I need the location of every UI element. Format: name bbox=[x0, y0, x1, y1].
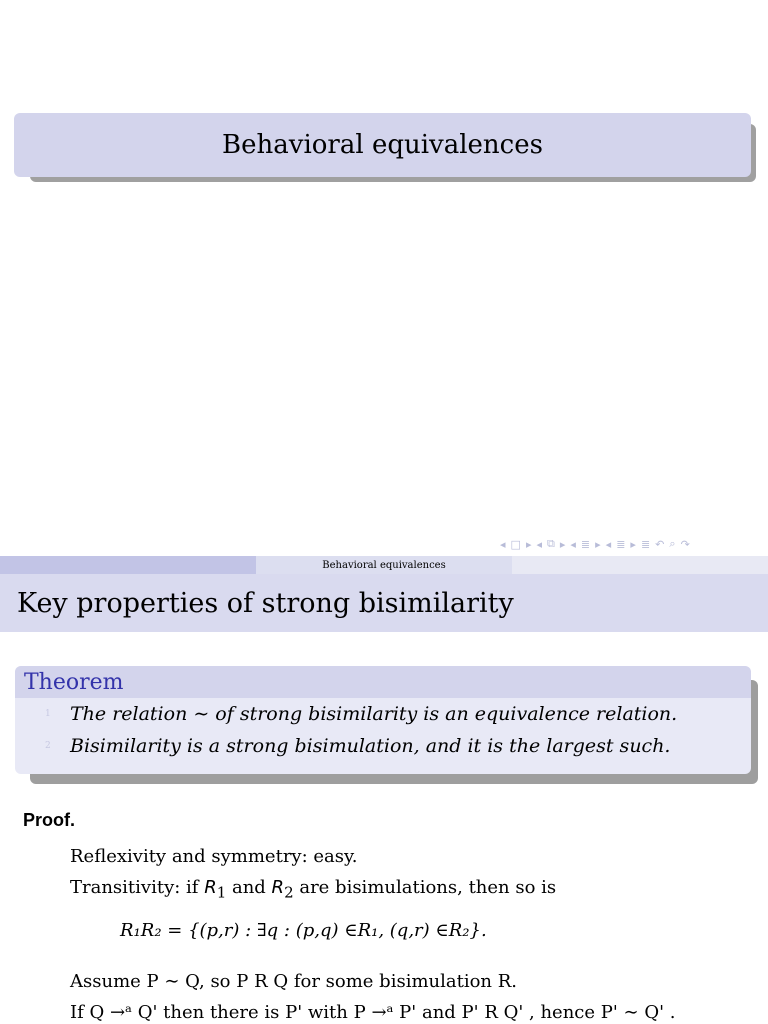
theorem-item bbox=[15, 698, 751, 730]
theorem-block bbox=[15, 666, 751, 774]
slide-2 bbox=[0, 556, 768, 1024]
nav-right-arrow-icon[interactable]: ▸ bbox=[630, 537, 636, 551]
proof-label: Proof. bbox=[23, 810, 75, 830]
nav-left-arrow-icon[interactable]: ◂ bbox=[536, 537, 542, 551]
proof-line-2-b: and bbox=[226, 877, 272, 898]
undo-icon[interactable]: ↶ bbox=[655, 537, 665, 551]
nav-section-icon[interactable]: ≣ bbox=[616, 537, 626, 551]
nav-align-icon[interactable]: ≣ bbox=[640, 537, 651, 551]
theorem-item-number: 2 bbox=[45, 741, 51, 751]
proof-line-4: If Q →ᵃ Q' then there is P' with P →ᵃ P' and P' R Q' , hence P' ∼ Q' . bbox=[70, 1002, 676, 1023]
nav-left-arrow-icon[interactable]: ◂ bbox=[500, 537, 506, 551]
relation-r2: R bbox=[271, 877, 285, 898]
frame-title bbox=[0, 574, 768, 632]
theorem-item-text: The relation ∼ of strong bisimilarity is an equivalence relation. bbox=[70, 703, 678, 725]
headline-left bbox=[0, 556, 256, 574]
nav-left-arrow-icon[interactable]: ◂ bbox=[570, 537, 576, 551]
nav-right-arrow-icon[interactable]: ▸ bbox=[595, 537, 601, 551]
slide-title bbox=[14, 113, 751, 177]
search-icon[interactable]: ⌕ bbox=[669, 537, 676, 550]
headline-center bbox=[256, 556, 512, 574]
theorem-item-number: 1 bbox=[45, 709, 51, 719]
redo-icon[interactable]: ↷ bbox=[680, 537, 690, 551]
navigation-bar bbox=[500, 536, 762, 552]
theorem-heading-text: Theorem bbox=[24, 669, 124, 695]
proof-line-3: Assume P ∼ Q, so P R Q for some bisimulation R. bbox=[70, 971, 518, 992]
theorem-item-text: Bisimilarity is a strong bisimulation, and it is the largest such. bbox=[70, 735, 671, 757]
nav-subsection-icon[interactable]: ⧉ bbox=[547, 537, 555, 550]
proof-line-2-a: Transitivity: if bbox=[70, 877, 205, 898]
proof-line-2-c: are bisimulations, then so is bbox=[293, 877, 557, 898]
relation-r1: R bbox=[204, 877, 217, 898]
composition-formula: R₁R₂ = {(p,r) : ∃q : (p,q) ∈R₁, (q,r) ∈R₂}. bbox=[120, 920, 487, 941]
headline-right bbox=[512, 556, 768, 574]
frame-title-text: Key properties of strong bisimilarity bbox=[17, 587, 514, 619]
nav-frame-icon[interactable]: □ bbox=[510, 537, 521, 551]
theorem-item bbox=[15, 730, 751, 762]
slide-headline bbox=[0, 556, 768, 574]
headline-center-text: Behavioral equivalences bbox=[322, 559, 446, 571]
theorem-heading bbox=[15, 666, 751, 698]
nav-left-arrow-icon[interactable]: ◂ bbox=[605, 537, 612, 551]
proof-line-1: Reflexivity and symmetry: easy. bbox=[70, 846, 358, 867]
nav-right-arrow-icon[interactable]: ▸ bbox=[559, 537, 566, 551]
proof-line-2 bbox=[70, 877, 556, 902]
slide-title-text: Behavioral equivalences bbox=[222, 130, 543, 160]
relation-r1-subscript: 1 bbox=[216, 883, 227, 902]
nav-right-arrow-icon[interactable]: ▸ bbox=[525, 537, 532, 551]
nav-section-icon[interactable]: ≣ bbox=[580, 537, 591, 551]
relation-r2-subscript: 2 bbox=[284, 883, 294, 902]
